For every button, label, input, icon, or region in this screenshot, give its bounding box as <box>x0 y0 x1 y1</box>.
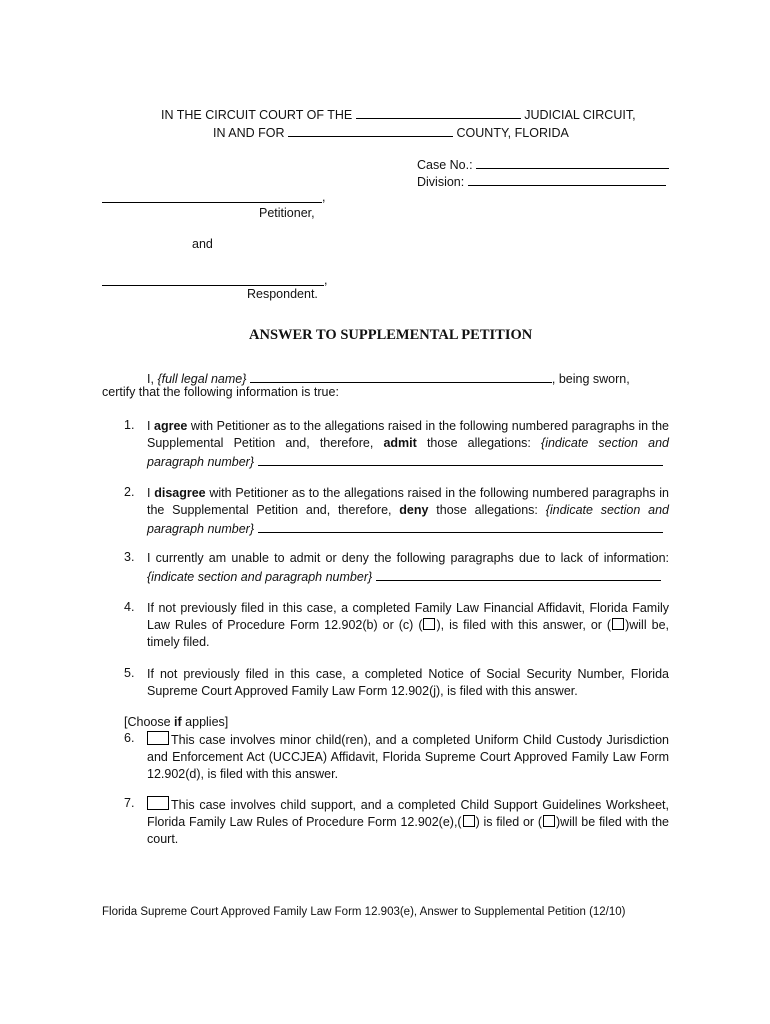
item-3-number: 3. <box>124 550 135 564</box>
item-4-text-a: If not previously filed in this case, a completed Family Law Financial Affidavit, Florida Family Law Rules of Procedure Form 12.902(b) or (c) ( <box>147 601 669 632</box>
item-7-will-be-filed-checkbox[interactable] <box>543 815 555 827</box>
being-sworn-label: , being sworn, <box>551 372 630 386</box>
intro-line-1 <box>147 369 630 386</box>
item-1-admit: admit <box>383 436 417 450</box>
respondent-comma: , <box>324 273 328 287</box>
page-title: ANSWER TO SUPPLEMENTAL PETITION <box>249 327 533 343</box>
item-1-text-e: those allegations: <box>426 436 531 450</box>
petitioner-comma: , <box>322 190 326 204</box>
full-name-hint: {full legal name} <box>157 372 247 386</box>
item-2 <box>147 485 669 538</box>
item-4-text-b: ), is filed with this answer, or ( <box>436 618 612 632</box>
item-3-blank[interactable] <box>376 567 661 581</box>
item-2-number: 2. <box>124 485 135 499</box>
division-label: Division: <box>417 175 465 189</box>
item-4-will-be-filed-checkbox[interactable] <box>612 618 624 630</box>
case-no-blank[interactable] <box>476 155 669 169</box>
in-and-for-label: IN AND FOR <box>213 126 285 140</box>
item-4 <box>147 600 669 651</box>
judicial-circuit-label: JUDICIAL CIRCUIT, <box>524 108 636 122</box>
petitioner-blank[interactable] <box>102 190 322 203</box>
petitioner-label: Petitioner, <box>259 206 315 220</box>
item-2-disagree: disagree <box>154 486 206 500</box>
form-footer: Florida Supreme Court Approved Family Law Form 12.903(e), Answer to Supplemental Petition (12/10) <box>102 906 626 918</box>
court-line-2 <box>213 123 569 140</box>
item-1-blank[interactable] <box>258 452 663 466</box>
item-1-text-a: I <box>147 419 151 433</box>
item-3-hint: {indicate section and paragraph number} <box>147 570 373 584</box>
item-6-checkbox[interactable] <box>147 731 169 745</box>
item-5-number: 5. <box>124 666 135 680</box>
item-7 <box>147 796 669 848</box>
item-7-filed-checkbox[interactable] <box>463 815 475 827</box>
court-line-1 <box>161 105 636 122</box>
item-7-text-b: ) is filed or ( <box>475 815 543 829</box>
court-label: IN THE CIRCUIT COURT OF THE <box>161 108 353 122</box>
item-2-hint: {indicate section and paragraph number} <box>147 503 669 536</box>
item-3 <box>147 550 669 586</box>
item-1-hint: {indicate section and paragraph number} <box>147 436 669 469</box>
item-7-number: 7. <box>124 796 135 810</box>
intro-line-2: certify that the following information is true: <box>102 385 339 399</box>
item-7-text-c: )will be filed with the court. <box>147 815 669 846</box>
item-1 <box>147 418 669 471</box>
intro-prefix: I, <box>147 372 154 386</box>
county-label: COUNTY, FLORIDA <box>456 126 569 140</box>
item-2-text-e: those allegations: <box>436 503 538 517</box>
case-no-row <box>417 155 669 172</box>
item-1-number: 1. <box>124 418 135 432</box>
item-7-checkbox[interactable] <box>147 796 169 810</box>
choose-instruction <box>124 715 228 729</box>
respondent-blank[interactable] <box>102 273 324 286</box>
item-2-text-a: I <box>147 486 151 500</box>
item-5-text: If not previously filed in this case, a completed Notice of Social Security Number, Florida Supreme Court Approved Family Law Form 12.902(j), is filed with this answer. <box>147 667 669 698</box>
item-4-filed-checkbox[interactable] <box>423 618 435 630</box>
case-no-label: Case No.: <box>417 158 473 172</box>
item-5 <box>147 666 669 700</box>
choose-if: if <box>174 715 182 729</box>
division-blank[interactable] <box>468 172 666 186</box>
item-2-text-c: with Petitioner as to the allegations raised in the following numbered paragraphs in the Supplemental Petition and, therefore, <box>147 486 669 517</box>
item-7-text-a: This case involves child support, and a completed Child Support Guidelines Worksheet, Florida Family Law Rules of Procedure Form 12.902(e),( <box>147 798 669 829</box>
respondent-label: Respondent. <box>247 287 318 301</box>
item-3-text: I currently am unable to admit or deny the following paragraphs due to lack of information: <box>147 551 669 565</box>
choose-applies: applies] <box>185 715 229 729</box>
item-2-blank[interactable] <box>258 519 663 533</box>
judicial-circuit-blank[interactable] <box>356 105 521 119</box>
and-label: and <box>192 237 213 251</box>
item-4-number: 4. <box>124 600 135 614</box>
item-6 <box>147 731 669 783</box>
full-legal-name-blank[interactable] <box>250 369 552 383</box>
item-6-number: 6. <box>124 731 135 745</box>
item-2-deny: deny <box>399 503 429 517</box>
choose-text: [Choose <box>124 715 171 729</box>
item-1-agree: agree <box>154 419 188 433</box>
division-row <box>417 172 666 189</box>
item-6-text: This case involves minor child(ren), and a completed Uniform Child Custody Jurisdiction and Enforcement Act (UCCJEA) Affidavit, Florida Supreme Court Approved Family Law Form 12.902(d), is filed with this answer. <box>147 733 669 781</box>
item-4-text-c: )will be, timely filed. <box>147 618 669 649</box>
item-1-text-c: with Petitioner as to the allegations raised in the following numbered paragraphs in the Supplemental Petition and, therefore, <box>147 419 669 450</box>
county-blank[interactable] <box>288 123 453 137</box>
